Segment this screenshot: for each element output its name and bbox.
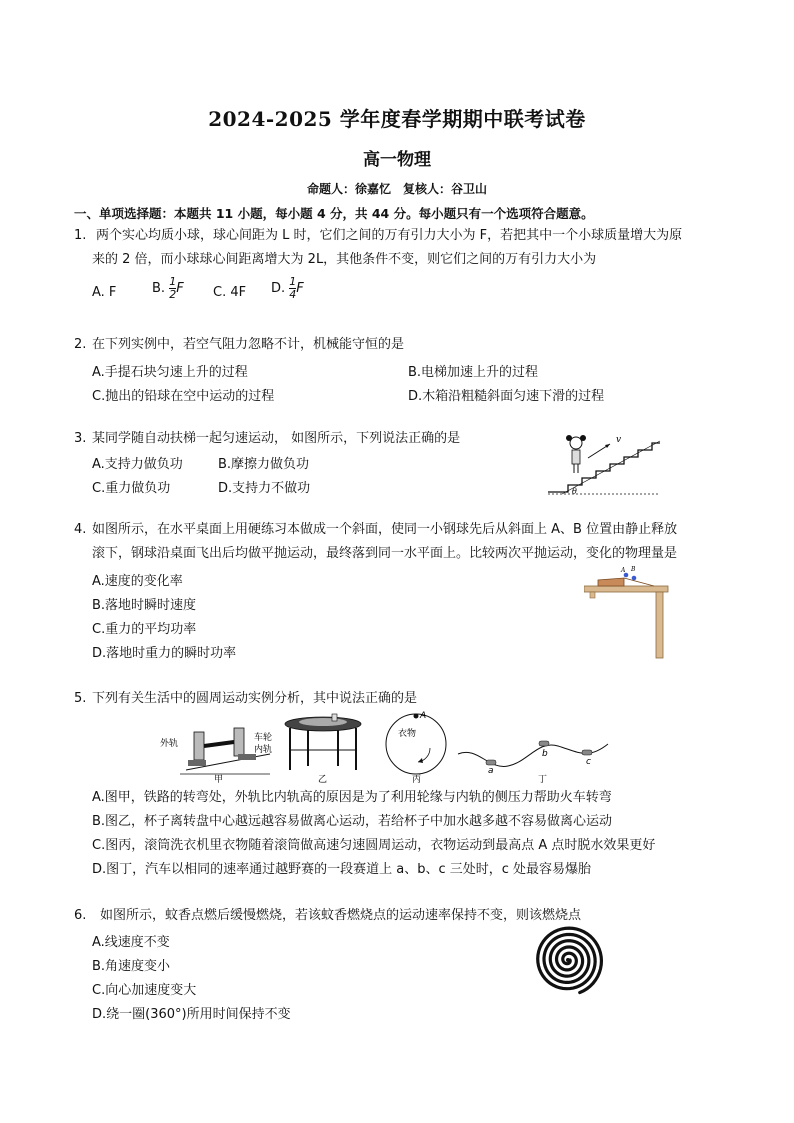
point-b-label: B xyxy=(631,566,636,573)
option-d: D.木箱沿粗糙斜面匀速下滑的过程 xyxy=(408,389,605,404)
inner-rail-label: 内轨 xyxy=(254,745,273,755)
rail-figure xyxy=(160,728,272,784)
option-d: D.绕一圈(360°)所用时间保持不变 xyxy=(92,1007,291,1022)
option-d: D.图丁，汽车以相同的速率通过越野赛的一段赛道上 a、b、c 三处时，c 处最容易爆胎 xyxy=(92,862,592,877)
question-text: 滚下，钢球沿桌面飞出后均做平抛运动，最终落到同一水平面上。比较两次平抛运动，变化的物理量是 xyxy=(92,546,678,561)
option-var: F xyxy=(296,281,304,296)
option-b: B.角速度变小 xyxy=(92,959,171,974)
point-c-label: c xyxy=(586,757,591,767)
numerator: 1 xyxy=(289,275,297,288)
question-text: 如图所示，在水平桌面上用硬练习本做成一个斜面，使同一小钢球先后从斜面上 A、B 位置由静止释放 xyxy=(92,522,678,537)
question-number: 3. xyxy=(74,431,87,446)
question-text: 来的 2 倍，而小球球心间距离增大为 2L，其他条件不变，则它们之间的万有引力大小为 xyxy=(92,252,597,267)
option-c: C.重力的平均功率 xyxy=(92,622,197,637)
option-a: A.线速度不变 xyxy=(92,935,170,950)
clothes-label: 衣物 xyxy=(398,729,417,739)
velocity-label: v xyxy=(616,435,622,445)
figure-label-bing: 丙 xyxy=(412,775,422,784)
option-a: A.图甲，铁路的转弯处，外轨比内轨高的原因是为了利用轮缘与内轨的侧压力帮助火车转弯 xyxy=(92,790,612,805)
angle-label: θ xyxy=(572,487,577,496)
numerator: 1 xyxy=(169,275,177,288)
option-c: C.抛出的铅球在空中运动的过程 xyxy=(92,389,275,404)
washer-figure xyxy=(386,711,446,784)
figure-label-jia: 甲 xyxy=(214,775,224,784)
option-c: C.图丙，滚筒洗衣机里衣物随着滚筒做高速匀速圆周运动，衣物运动到最高点 A 点时脱水效果更好 xyxy=(92,838,656,853)
question-number: 6. xyxy=(74,908,87,923)
escalator-figure xyxy=(544,428,664,498)
figure-label-yi: 乙 xyxy=(318,775,328,784)
figure-label-ding: 丁 xyxy=(538,775,548,784)
option-b: B.摩擦力做负功 xyxy=(218,457,310,472)
point-a-label: A xyxy=(420,711,427,721)
mosquito-coil-figure xyxy=(532,924,604,996)
turntable-figure xyxy=(285,714,361,784)
option-a: A.支持力做负功 xyxy=(92,457,183,472)
question-number: 2. xyxy=(74,337,87,352)
question-text: 某同学随自动扶梯一起匀速运动， 如图所示，下列说法正确的是 xyxy=(92,431,461,446)
option-d: D.支持力不做功 xyxy=(218,481,311,496)
option-c: C.向心加速度变大 xyxy=(92,983,197,998)
option-var: F xyxy=(176,281,184,296)
option-d xyxy=(271,276,304,301)
section-heading: 一、单项选择题：本题共 11 小题，每小题 4 分，共 44 分。每小题只有一个选项符合题意。 xyxy=(74,206,594,221)
question-text: 两个实心均质小球，球心间距为 L 时，它们之间的万有引力大小为 F，若把其中一个小球质量增大为原 xyxy=(96,228,683,243)
question-number: 1. xyxy=(74,228,87,243)
wheel-label: 车轮 xyxy=(254,733,273,743)
option-a: A.速度的变化率 xyxy=(92,574,183,589)
table-slope-figure xyxy=(584,566,674,666)
question-text: 下列有关生活中的圆周运动实例分析，其中说法正确的是 xyxy=(92,691,418,706)
option-b: B.落地时瞬时速度 xyxy=(92,598,197,613)
question-number: 4. xyxy=(74,522,87,537)
point-b-label: b xyxy=(542,749,548,759)
subject-title: 高一物理 xyxy=(363,150,431,170)
exam-title: 2024-2025 学年度春学期期中联考试卷 xyxy=(208,107,586,131)
track-figure xyxy=(458,741,608,784)
option-b xyxy=(152,276,184,301)
question-text: 在下列实例中，若空气阻力忽略不计，机械能守恒的是 xyxy=(92,337,405,352)
denominator: 2 xyxy=(169,288,177,301)
point-a-label: A xyxy=(621,567,626,574)
option-a: A. F xyxy=(92,285,117,300)
option-c: C.重力做负功 xyxy=(92,481,171,496)
option-b: B.图乙，杯子离转盘中心越远越容易做离心运动，若给杯子中加水越多越不容易做离心运动 xyxy=(92,814,613,829)
option-c: C. 4F xyxy=(213,285,247,300)
question-number: 5. xyxy=(74,691,87,706)
circular-motion-figures xyxy=(158,710,628,784)
option-label: B. xyxy=(152,281,166,296)
authors-line: 命题人：徐嘉忆 复核人：谷卫山 xyxy=(306,182,487,196)
denominator: 4 xyxy=(289,288,297,301)
option-b: B.电梯加速上升的过程 xyxy=(408,365,539,380)
outer-rail-label: 外轨 xyxy=(160,739,179,749)
option-label: D. xyxy=(271,281,286,296)
option-d: D.落地时重力的瞬时功率 xyxy=(92,646,237,661)
question-text: 如图所示，蚊香点燃后缓慢燃烧，若该蚊香燃烧点的运动速率保持不变，则该燃烧点 xyxy=(100,908,582,923)
point-a-label: a xyxy=(488,766,494,776)
option-a: A.手提石块匀速上升的过程 xyxy=(92,365,248,380)
